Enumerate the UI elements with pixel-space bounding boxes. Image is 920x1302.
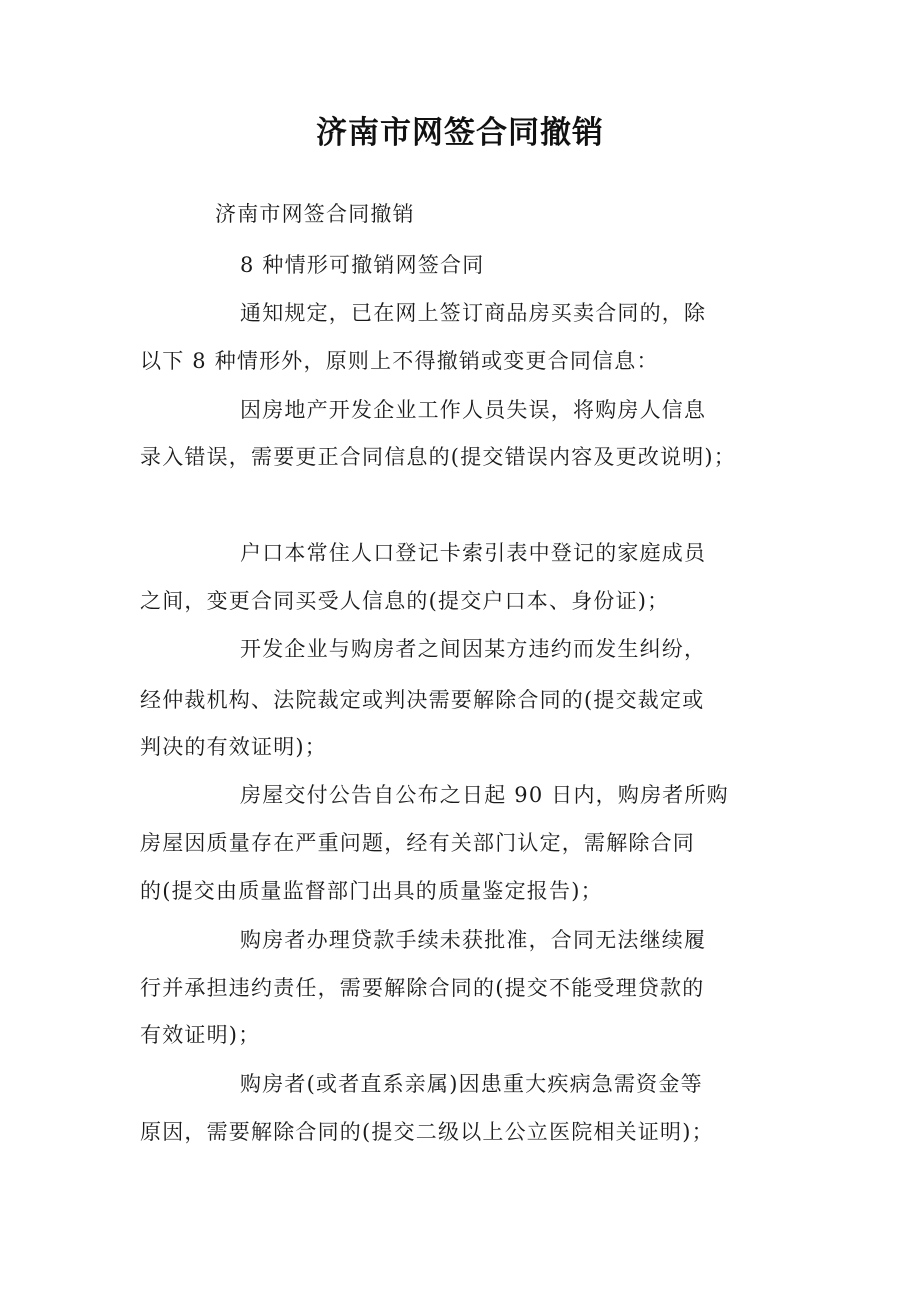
paragraph-line: 原因，需要解除合同的(提交二级以上公立医院相关证明)； — [140, 1120, 714, 1144]
paragraph-line: 购房者(或者直系亲属)因患重大疾病急需资金等 — [240, 1072, 703, 1096]
paragraph-line: 购房者办理贷款手续未获批准，合同无法继续履 — [240, 928, 707, 952]
section-heading: 8 种情形可撤销网签合同 — [240, 253, 485, 277]
paragraph-line: 判决的有效证明)； — [140, 735, 327, 759]
paragraph-line: 经仲裁机构、法院裁定或判决需要解除合同的(提交裁定或 — [140, 688, 705, 712]
paragraph-line: 户口本常住人口登记卡索引表中登记的家庭成员 — [240, 541, 707, 565]
paragraph-line: 房屋因质量存在严重问题，经有关部门认定，需解除合同 — [140, 831, 695, 855]
document-title: 济南市网签合同撤销 — [316, 115, 604, 151]
paragraph-line: 通知规定，已在网上签订商品房买卖合同的，除 — [240, 301, 707, 325]
paragraph-line: 之间，变更合同买受人信息的(提交户口本、身份证)； — [140, 589, 670, 613]
paragraph-line: 的(提交由质量监督部门出具的质量鉴定报告)； — [140, 879, 603, 903]
subtitle-line: 济南市网签合同撤销 — [215, 202, 415, 226]
paragraph-line: 行并承担违约责任，需要解除合同的(提交不能受理贷款的 — [140, 976, 705, 1000]
paragraph-line: 录入错误，需要更正合同信息的(提交错误内容及更改说明)； — [140, 445, 736, 469]
paragraph-line: 以下 8 种情形外，原则上不得撤销或变更合同信息： — [140, 349, 659, 373]
paragraph-line: 有效证明)； — [140, 1023, 261, 1047]
paragraph-line: 开发企业与购房者之间因某方违约而发生纠纷， — [240, 637, 707, 661]
paragraph-line: 房屋交付公告自公布之日起 90 日内，购房者所购 — [240, 783, 729, 807]
paragraph-line: 因房地产开发企业工作人员失误，将购房人信息 — [240, 398, 707, 422]
